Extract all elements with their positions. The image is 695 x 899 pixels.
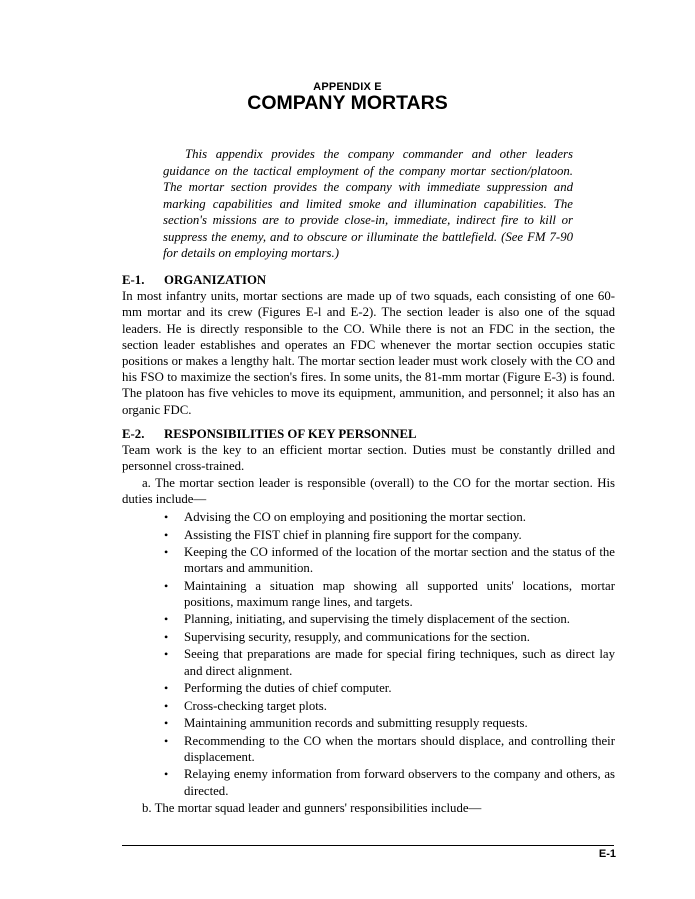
list-item: • Advising the CO on employing and positioning the mortar section. [164,510,526,525]
bullet-icon: • [164,545,169,560]
bullet-icon: • [164,767,169,782]
list-item: • Supervising security, resupply, and communications for the section. [164,629,530,644]
page-number: E-1 [598,848,616,860]
list-item: • Planning, initiating, and supervising the timely displacement of the section. [164,612,570,627]
list-item: • Recommending to the CO when the mortars should displace, and controlling their displacement. [164,733,615,764]
list-item: • Relaying enemy information from forward observers to the company and others, as directed. [164,767,615,798]
section-number: E-2. [122,427,145,441]
section-body: In most infantry units, mortar sections are made up of two squads, each consisting of one 60-mm mortar and its crew (Figures E-l and E-2). The section leader is also one of the squad leaders. He is directly responsible to the CO. While there is not an FDC in the section, the section leader establishes and operates an FDC whenever the mortar section occupies static positions or makes a lengthy halt. The mortar section leader must work closely with the CO and his FSO to maximize the section's fires. In some units, the 81-mm mortar (Figure E-3) is found. The platoon has five vehicles to move its equipment, ammunition, and personnel; it also has an organic FDC. [122,289,615,417]
bullet-icon: • [164,647,169,662]
list-item: • Assisting the FIST chief in planning fire support for the company. [164,527,522,542]
list-item: • Maintaining a situation map showing all supported units' locations, mortar positions, maximum range lines, and targets. [164,578,615,609]
section-organization [122,272,615,418]
bullet-icon: • [164,716,169,731]
list-item: • Performing the duties of chief computer. [164,681,392,696]
section-title: RESPONSIBILITIES OF KEY PERSONNEL [164,427,417,441]
section-body: Team work is the key to an efficient mortar section. Duties must be constantly drilled and personnel cross-trained. [122,443,615,474]
bullet-icon: • [164,510,169,525]
bullet-icon: • [164,733,169,748]
appendix-label: APPENDIX E [313,81,382,93]
bullet-icon: • [164,578,169,593]
list-item: • Maintaining ammunition records and submitting resupply requests. [164,716,528,731]
list-item: • Cross-checking target plots. [164,698,327,713]
section-heading [122,272,615,288]
bullet-icon: • [164,698,169,713]
bullet-icon: • [164,527,169,542]
footer-rule [122,845,614,846]
page-title: COMPANY MORTARS [247,92,448,114]
bullet-icon: • [164,612,169,627]
duties-list [122,509,615,799]
intro-paragraph: This appendix provides the company commander and other leaders guidance on the tactical employment of the company mortar section/platoon. The mortar section provides the company with immediate suppression and marking capabilities and limited smoke and illumination capabilities. The section's missions are to provide close-in, immediate, indirect fire to kill or suppress the enemy, and to obscure or illuminate the battlefield. (See FM 7-90 for details on employing mortars.) [163,147,573,260]
section-title: ORGANIZATION [164,273,267,287]
section-responsibilities [122,426,615,816]
list-item: • Seeing that preparations are made for special firing techniques, such as direct lay and direct alignment. [164,647,615,678]
paragraph-a: a. The mortar section leader is responsible (overall) to the CO for the mortar section. His duties include— [122,475,615,506]
section-number: E-1. [122,273,145,287]
paragraph-b: b. The mortar squad leader and gunners' responsibilities include— [142,801,482,816]
list-item: • Keeping the CO informed of the location of the mortar section and the status of the mortars and ammunition. [164,545,615,576]
section-heading [122,426,615,442]
bullet-icon: • [164,629,169,644]
bullet-icon: • [164,681,169,696]
